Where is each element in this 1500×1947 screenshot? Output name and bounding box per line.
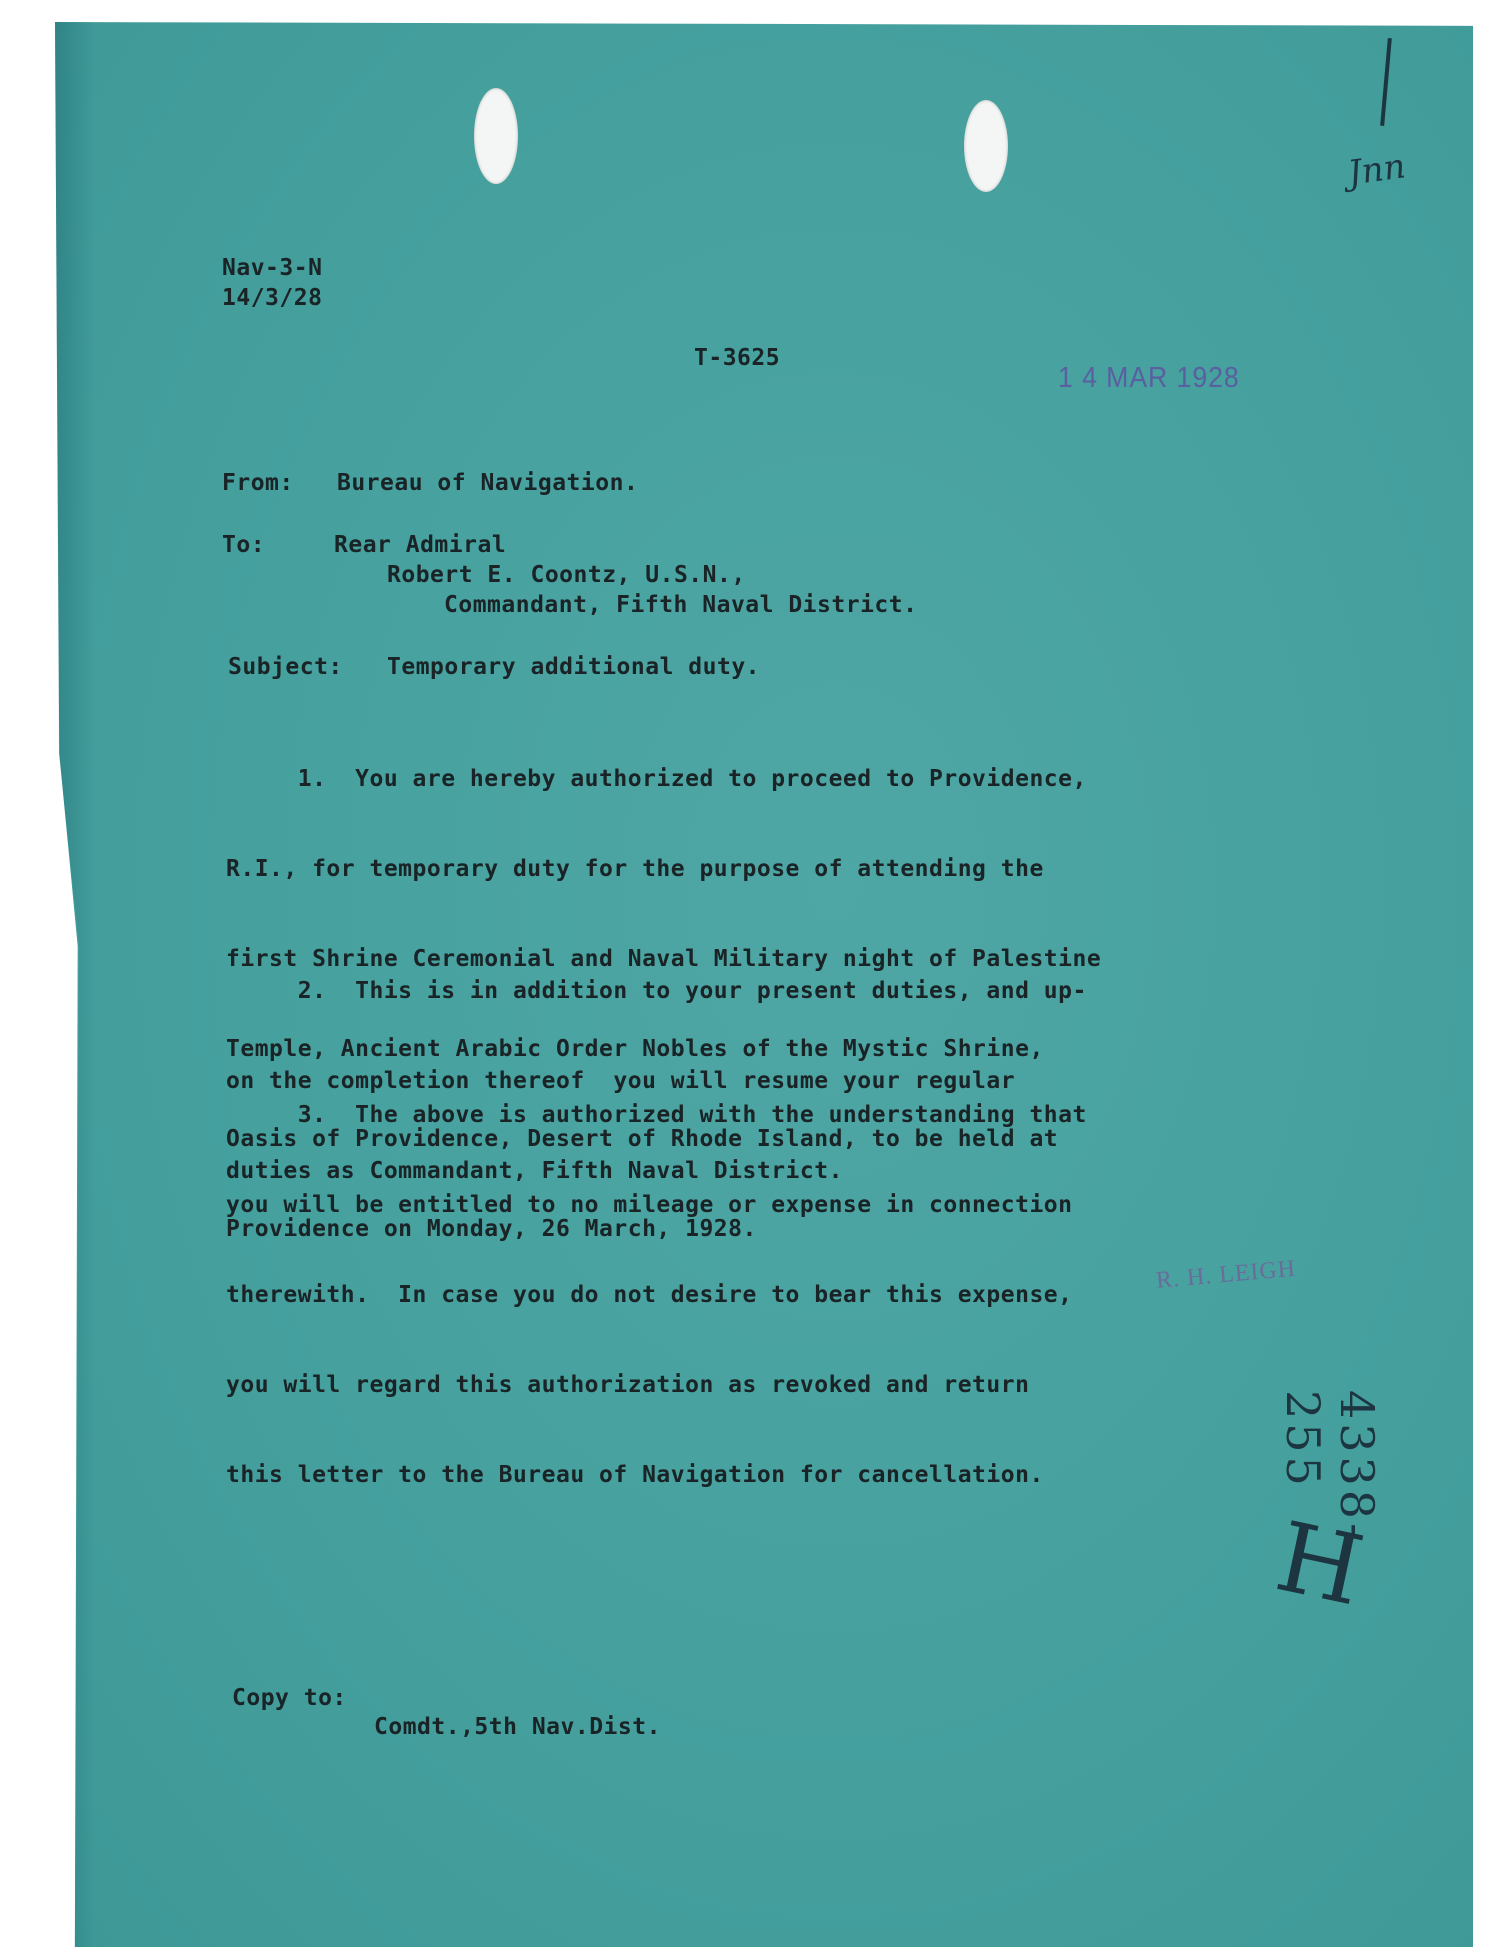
to-line-2: Robert E. Coontz, U.S.N., bbox=[387, 562, 746, 588]
paragraph-line: Temple, Ancient Arabic Order Nobles of the Mystic Shrine, bbox=[226, 1036, 1044, 1062]
to-line-3: Commandant, Fifth Naval District. bbox=[444, 592, 918, 618]
paragraph-line: you will regard this authorization as revoked and return bbox=[226, 1372, 1030, 1398]
paragraph-3 bbox=[226, 1040, 1087, 1550]
paragraph-line: 1. You are hereby authorized to proceed to Providence, bbox=[226, 766, 1087, 792]
paragraph-line: on the completion thereof you will resume your regular bbox=[226, 1068, 1016, 1094]
copy-to-value: Comdt.,5th Nav.Dist. bbox=[374, 1714, 661, 1740]
paragraph-line: 2. This is in addition to your present duties, and up- bbox=[226, 978, 1087, 1004]
reference-number: T-3625 bbox=[694, 345, 781, 371]
received-date-stamp: 1 4 MAR 1928 bbox=[1058, 362, 1240, 394]
paragraph-line: therewith. In case you do not desire to bear this expense, bbox=[226, 1282, 1073, 1308]
paper-shadow-edge bbox=[55, 22, 95, 1947]
handwritten-initials: Jnn bbox=[1345, 146, 1408, 194]
paragraph-line: R.I., for temporary duty for the purpose of attending the bbox=[226, 856, 1044, 882]
file-code: Nav-3-N bbox=[222, 255, 323, 281]
subject-value: Temporary additional duty. bbox=[387, 654, 761, 680]
copy-to-label: Copy to: bbox=[232, 1685, 347, 1711]
paragraph-line: first Shrine Ceremonial and Naval Military night of Palestine bbox=[226, 946, 1102, 972]
paragraph-line: Oasis of Providence, Desert of Rhode Island, to be held at bbox=[226, 1126, 1059, 1152]
paragraph-line: 3. The above is authorized with the understanding that bbox=[226, 1102, 1087, 1128]
to-label: To: bbox=[222, 532, 266, 558]
subject-label: Subject: bbox=[228, 654, 343, 680]
handwritten-file-number: 4338-255 bbox=[1276, 1390, 1384, 1543]
from-label: From: bbox=[222, 470, 294, 496]
handwritten-mark: H bbox=[1267, 1500, 1373, 1628]
from-value: Bureau of Navigation. bbox=[337, 470, 639, 496]
to-line-1: Rear Admiral bbox=[334, 532, 507, 558]
paragraph-line: you will be entitled to no mileage or expense in connection bbox=[226, 1192, 1073, 1218]
paragraph-line: Providence on Monday, 26 March, 1928. bbox=[226, 1216, 757, 1242]
punch-hole-left bbox=[474, 88, 518, 184]
paragraph-line: this letter to the Bureau of Navigation for cancellation. bbox=[226, 1462, 1044, 1488]
signature-stamp: R. H. LEIGH bbox=[1155, 1255, 1298, 1294]
file-date: 14/3/28 bbox=[222, 285, 323, 311]
paragraph-line: duties as Commandant, Fifth Naval District. bbox=[226, 1158, 843, 1184]
punch-hole-right bbox=[964, 100, 1008, 192]
